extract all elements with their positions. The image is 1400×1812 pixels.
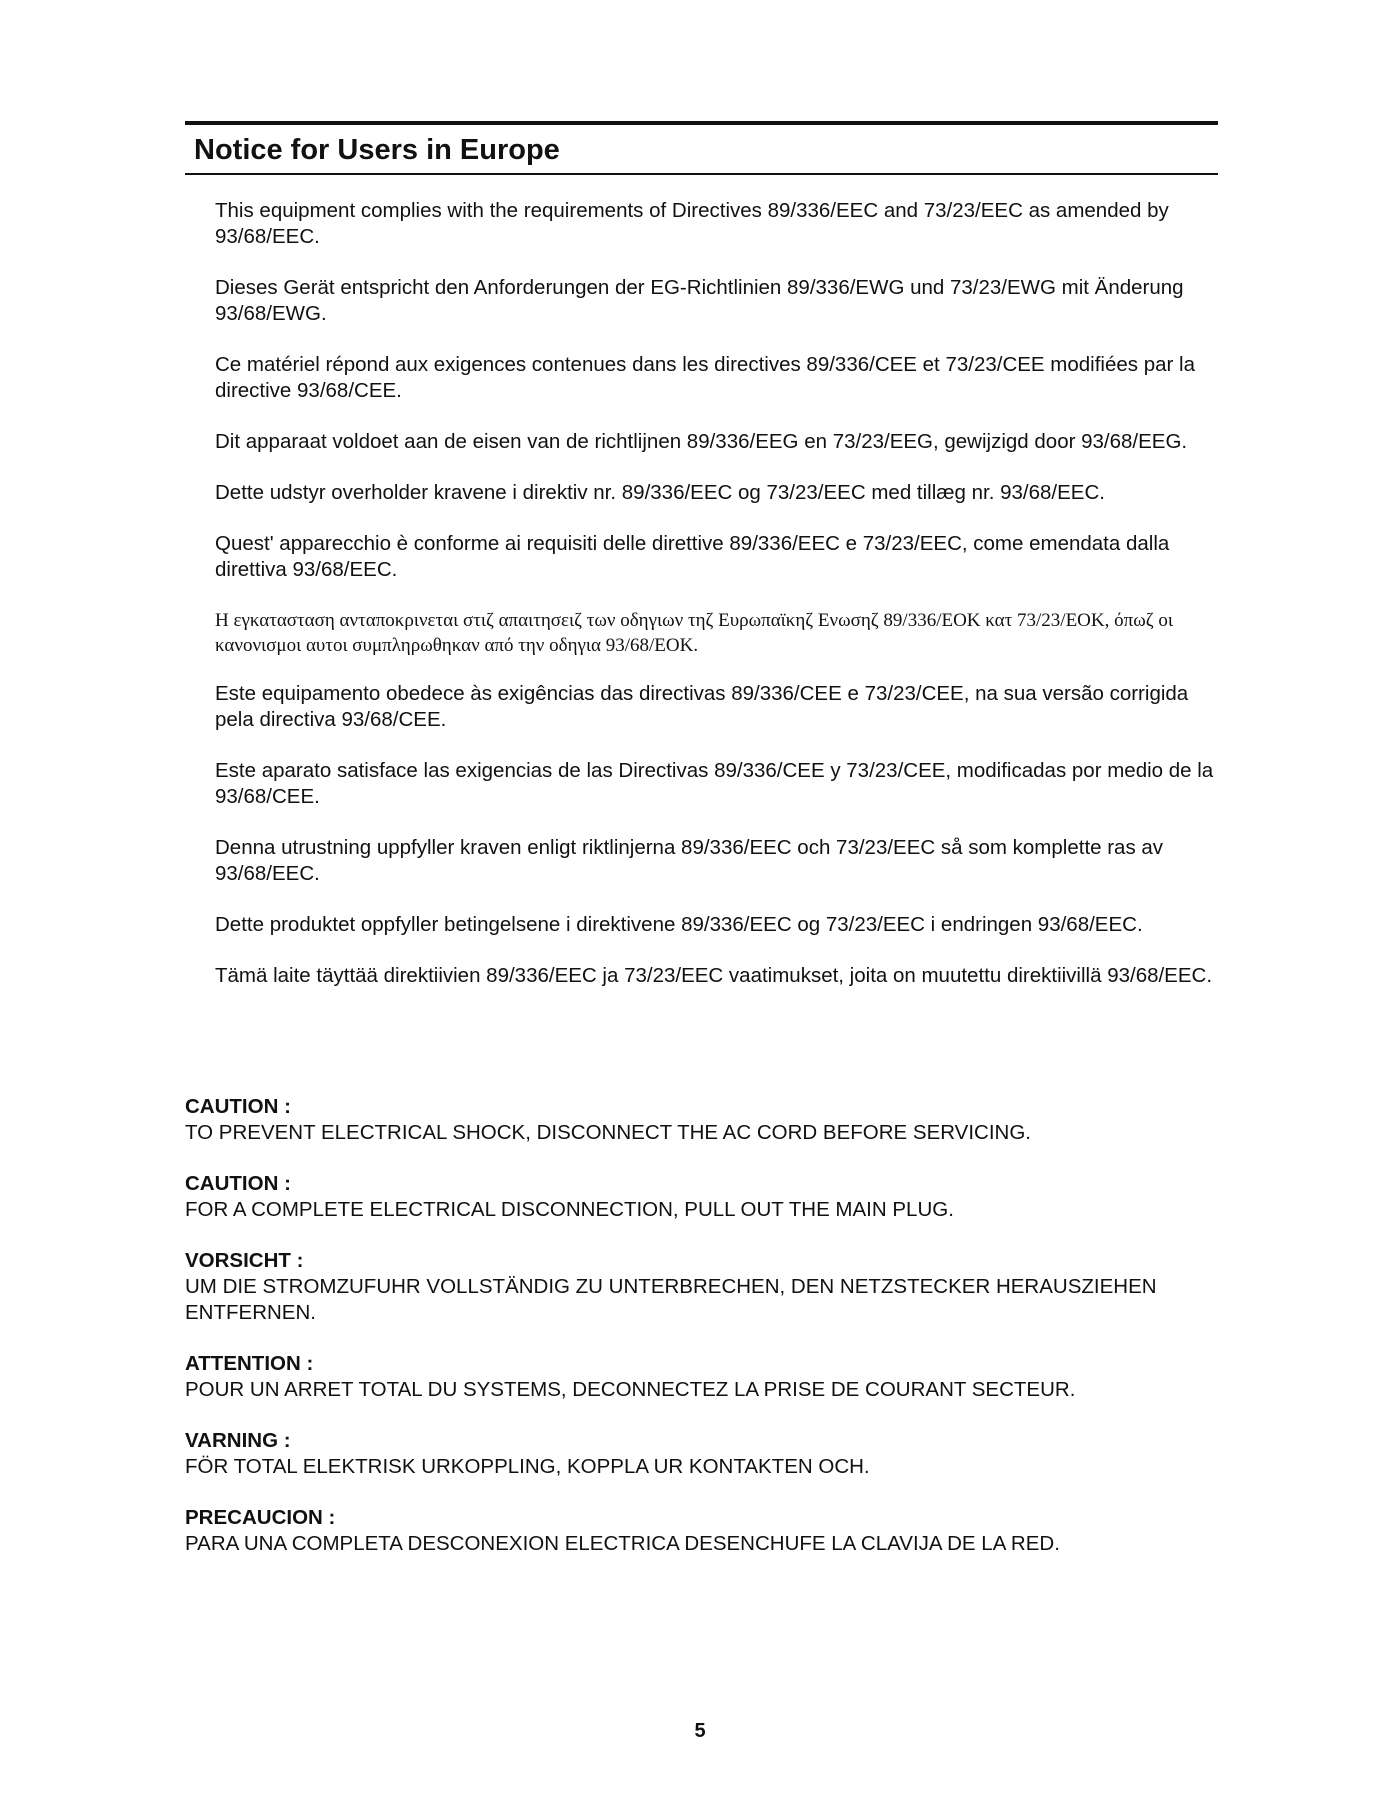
caution-block — [185, 1171, 1225, 1223]
notice-italian: Quest' apparecchio è conforme ai requisiti delle direttive 89/336/EEC e 73/23/EEC, come emendata dalla direttiva 93/68/EEC. — [215, 532, 1170, 581]
caution-label: ATTENTION : — [185, 1352, 314, 1375]
caution-text: POUR UN ARRET TOTAL DU SYSTEMS, DECONNECTEZ LA PRISE DE COURANT SECTEUR. — [185, 1378, 1076, 1401]
page-number: 5 — [694, 1720, 706, 1742]
notice-portuguese: Este equipamento obedece às exigências das directivas 89/336/CEE e 73/23/CEE, na sua versão corrigida pela directiva 93/68/CEE. — [215, 682, 1189, 731]
caution-label: CAUTION : — [185, 1095, 291, 1118]
caution-warnings — [185, 1094, 1225, 1582]
caution-label: PRECAUCION : — [185, 1506, 336, 1529]
notice-finnish: Tämä laite täyttää direktiivien 89/336/EEC ja 73/23/EEC vaatimukset, joita on muutettu direktiivillä 93/68/EEC. — [215, 964, 1213, 987]
caution-label: VORSICHT : — [185, 1249, 304, 1272]
caution-text: FOR A COMPLETE ELECTRICAL DISCONNECTION, PULL OUT THE MAIN PLUG. — [185, 1198, 954, 1221]
caution-label: CAUTION : — [185, 1172, 291, 1195]
caution-block — [185, 1428, 1225, 1480]
notice-norwegian: Dette produktet oppfyller betingelsene i direktivene 89/336/EEC og 73/23/EEC i endringen 93/68/EEC. — [215, 913, 1143, 936]
caution-text: FÖR TOTAL ELEKTRISK URKOPPLING, KOPPLA UR KONTAKTEN OCH. — [185, 1455, 870, 1478]
notice-greek: Η εγκατασταση ανταποκρινεται στιζ απαιτησειζ των οδηγιων τηζ Ευρωπαϊκηζ Ενωσηζ 89/336/ΕΟΚ κατ 73/23/ΕΟΚ, όπωζ οι κανονισμοι αυτοι συμπληρωθηκαν από την οδηγια 93/68/ΕΟΚ. — [215, 610, 1173, 656]
caution-block — [185, 1505, 1225, 1557]
compliance-notices — [215, 198, 1223, 1014]
notice-german: Dieses Gerät entspricht den Anforderungen der EG-Richtlinien 89/336/EWG und 73/23/EWG mit Änderung 93/68/EWG. — [215, 276, 1184, 325]
notice-english: This equipment complies with the requirements of Directives 89/336/EEC and 73/23/EEC as amended by 93/68/EEC. — [215, 199, 1169, 248]
page-title: Notice for Users in Europe — [194, 134, 560, 166]
notice-danish: Dette udstyr overholder kravene i direktiv nr. 89/336/EEC og 73/23/EEC med tillæg nr. 93/68/EEC. — [215, 481, 1105, 504]
title-bottom-rule — [185, 173, 1218, 175]
caution-block — [185, 1094, 1225, 1146]
notice-spanish: Este aparato satisface las exigencias de las Directivas 89/336/CEE y 73/23/CEE, modificadas por medio de la 93/68/CEE. — [215, 759, 1214, 808]
title-top-rule — [185, 121, 1218, 125]
caution-text: PARA UNA COMPLETA DESCONEXION ELECTRICA DESENCHUFE LA CLAVIJA DE LA RED. — [185, 1532, 1060, 1555]
caution-text: UM DIE STROMZUFUHR VOLLSTÄNDIG ZU UNTERBRECHEN, DEN NETZSTECKER HERAUSZIEHEN ENTFERNEN. — [185, 1275, 1157, 1324]
caution-block — [185, 1248, 1225, 1326]
caution-block — [185, 1351, 1225, 1403]
notice-french: Ce matériel répond aux exigences contenues dans les directives 89/336/CEE et 73/23/CEE modifiées par la directive 93/68/CEE. — [215, 353, 1196, 402]
notice-dutch: Dit apparaat voldoet aan de eisen van de richtlijnen 89/336/EEG en 73/23/EEG, gewijzigd door 93/68/EEG. — [215, 430, 1188, 453]
caution-text: TO PREVENT ELECTRICAL SHOCK, DISCONNECT THE AC CORD BEFORE SERVICING. — [185, 1121, 1031, 1144]
notice-swedish: Denna utrustning uppfyller kraven enligt riktlinjerna 89/336/EEC och 73/23/EEC så som komplette ras av 93/68/EEC. — [215, 836, 1164, 885]
caution-label: VARNING : — [185, 1429, 291, 1452]
